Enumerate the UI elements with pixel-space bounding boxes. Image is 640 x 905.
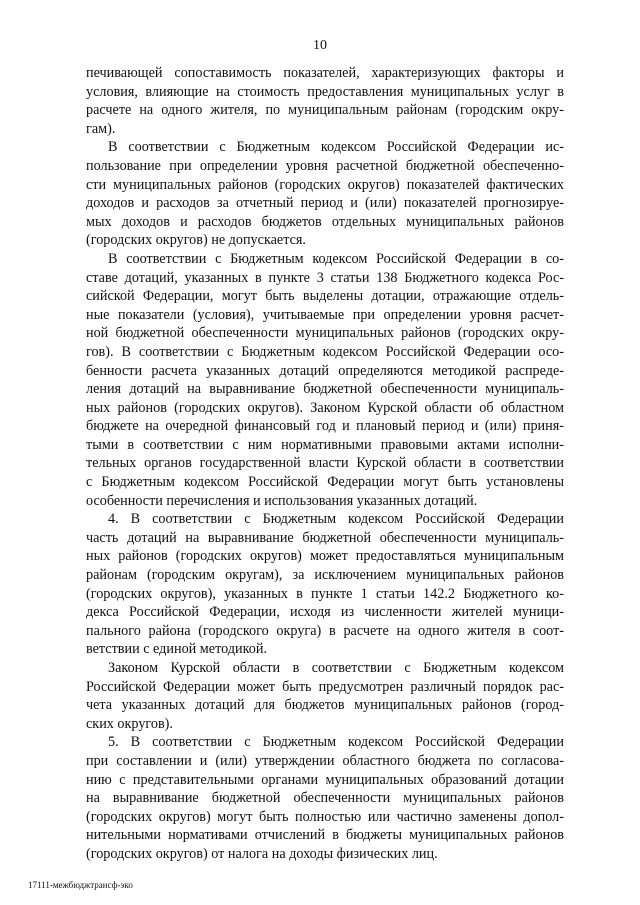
text-line: Российской Федерации может быть предусмотрен различный порядок рас- (86, 678, 564, 695)
text-line: нию с представительными органами муниципальных образований дотации (86, 771, 564, 788)
text-line: с Бюджетным кодексом Российской Федерации могут быть установлены (86, 474, 564, 491)
text-line: районам (городским округам), за исключением муниципальных районов (86, 567, 564, 584)
text-line: мых доходов и расходов бюджетов отдельных муниципальных районов (86, 213, 564, 230)
text-line: ных районов (городских округов) может предоставляться муниципальным (86, 548, 564, 565)
text-line: сийской Федерации, могут быть выделены дотации, отражающие отдель- (86, 288, 564, 305)
text-line: при составлении и (или) утверждении областного бюджета по согласова- (86, 752, 564, 769)
text-line: ских округов). (86, 715, 173, 732)
text-line: на выравнивание бюджетной обеспеченности муниципальных районов (86, 790, 564, 807)
page-number: 10 (313, 38, 327, 53)
paragraph (86, 64, 564, 138)
text-line: особенности перечисления и использования указанных дотаций. (86, 492, 478, 509)
text-line: 5. В соответствии с Бюджетным кодексом Российской Федерации (108, 734, 564, 751)
text-line: ветствии с единой методикой. (86, 641, 267, 658)
text-line: (городских округов) от налога на доходы физических лиц. (86, 845, 438, 862)
text-line: ные показатели (условия), учитываемые при определении уровня расчет- (86, 306, 564, 323)
text-line: часть дотаций на выравнивание бюджетной обеспеченности муниципаль- (86, 529, 564, 546)
paragraph (86, 138, 564, 250)
document-body (86, 64, 564, 864)
text-line: условия, влияющие на стоимость предоставления муниципальных услуг в (86, 83, 564, 100)
text-line: печивающей сопоставимость показателей, характеризующих факторы и (86, 65, 564, 81)
text-line: (городских округов) не допускается. (86, 232, 306, 249)
text-line: расчете на одного жителя, по муниципальным районам (городским окру- (86, 102, 564, 119)
text-line: сти муниципальных районов (городских округов) показателей фактических (86, 176, 564, 193)
footer-file-code: 17111-межбюджтрансф-эко (28, 880, 133, 890)
text-line: тыми в соответствии с ним нормативными правовыми актами исполни- (86, 436, 564, 453)
text-line: ных районов (городских округов). Законом Курской области об областном (86, 399, 564, 416)
text-line: 4. В соответствии с Бюджетным кодексом Российской Федерации (108, 511, 564, 528)
text-line: В соответствии с Бюджетным кодексом Российской Федерации в со- (108, 250, 564, 267)
text-line: ставе дотаций, указанных в пункте 3 статьи 138 Бюджетного кодекса Рос- (86, 269, 564, 286)
text-line: гам). (86, 120, 116, 137)
text-line: бюджете на очередной финансовый год и плановый период и (или) приня- (86, 418, 564, 435)
paragraph (86, 659, 564, 733)
text-line: пользование при определении уровня расчетной бюджетной обеспеченно- (86, 157, 564, 174)
text-line: ной бюджетной обеспеченности муниципальных районов (городских окру- (86, 325, 564, 342)
text-line: нительными нормативами отчислений в бюджеты муниципальных районов (86, 827, 564, 844)
text-line: пального района (городского округа) в расчете на одного жителя в соот- (86, 622, 564, 639)
text-line: Законом Курской области в соответствии с Бюджетным кодексом (108, 660, 564, 676)
text-line: гов). В соответствии с Бюджетным кодексом Российской Федерации осо- (86, 343, 564, 360)
text-line: чета указанных дотаций для бюджетов муниципальных районов (город- (86, 697, 564, 714)
paragraph (86, 250, 564, 510)
text-line: В соответствии с Бюджетным кодексом Российской Федерации ис- (108, 139, 564, 156)
text-line: (городских округов), указанных в пункте 1 статьи 142.2 Бюджетного ко- (86, 585, 564, 602)
text-line: декса Российской Федерации, исходя из численности жителей муници- (86, 604, 564, 621)
paragraph (86, 733, 564, 863)
text-line: тельных органов государственной власти Курской области в соответствии (86, 455, 564, 472)
text-line: (городских округов) могут быть полностью или частично заменены допол- (86, 808, 564, 825)
text-line: ления дотаций на выравнивание бюджетной обеспеченности муниципаль- (86, 381, 564, 398)
paragraph (86, 510, 564, 659)
text-line: доходов и расходов за отчетный период и (или) показателей прогнозируе- (86, 195, 564, 212)
text-line: бенности расчета указанных дотаций определяются методикой распреде- (86, 362, 564, 379)
